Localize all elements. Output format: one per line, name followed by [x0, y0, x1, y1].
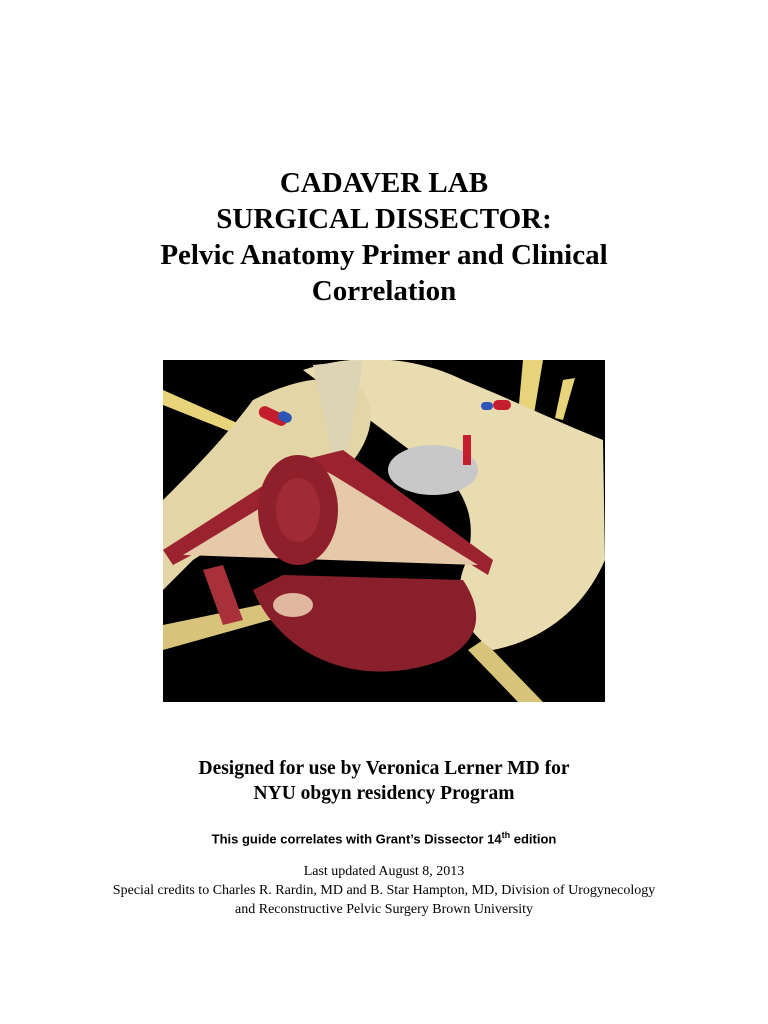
- document-title: [0, 165, 768, 309]
- vein-right: [481, 402, 493, 410]
- correlates-text: This guide correlates with Grant’s Dissector 14: [211, 831, 502, 847]
- title-line-1: CADAVER LAB: [279, 167, 489, 199]
- credits-line-1: Special credits to Charles R. Rardin, MD and B. Star Hampton, MD, Division of Urogynecology: [112, 883, 656, 898]
- pelvis-3d-render: [163, 360, 605, 702]
- urethral-opening: [276, 478, 320, 542]
- artery-right: [493, 400, 511, 410]
- correlates-superscript: th: [501, 830, 511, 840]
- correlates-note: [0, 826, 768, 848]
- credits-block: [0, 862, 768, 919]
- vessel-branch: [463, 435, 471, 465]
- designed-for-block: [0, 756, 768, 806]
- title-line-2: SURGICAL DISSECTOR:: [216, 203, 552, 235]
- anal-canal: [273, 593, 313, 617]
- designed-for-line-2: NYU obgyn residency Program: [253, 783, 515, 804]
- title-line-3: Pelvic Anatomy Primer and Clinical: [160, 239, 608, 271]
- last-updated: Last updated August 8, 2013: [303, 864, 465, 879]
- designed-for-line-1: Designed for use by Veronica Lerner MD for: [198, 758, 570, 779]
- correlates-suffix: edition: [510, 831, 557, 847]
- pelvic-anatomy-illustration: [163, 360, 605, 702]
- title-line-4: Correlation: [311, 275, 457, 307]
- credits-line-2: and Reconstructive Pelvic Surgery Brown University: [235, 902, 533, 917]
